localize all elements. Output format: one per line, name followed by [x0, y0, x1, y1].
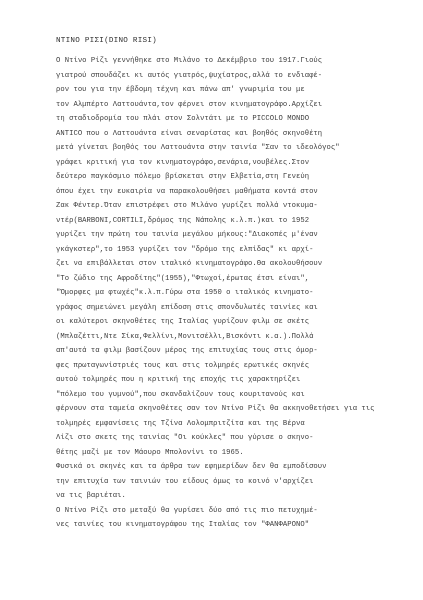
body-text-line: γράφος σημειώνει μεγάλη επίδοση στις σπονδυλωτές ταινίες και: [56, 303, 318, 312]
body-text-line: να τις βαριέται.: [56, 492, 126, 500]
body-text-line: γκάγκστερ",το 1953 γυρίζει τον "δρόμο της ελπίδας" κι αρχί-: [56, 245, 314, 254]
body-text-line: ντέρ(BARBONI,CORTILI,δρόμος της Νάπολης κ.λ.π.)και το 1952: [56, 216, 310, 225]
body-text-line: "πόλεμο του γυμνού",που σκανδαλίζουν τους κουριτανούς και: [56, 390, 305, 399]
body-text-line: μετά γίνεται βοηθός του Λαττουάντα στην ταινία "Σαν το ιδεολόγος": [56, 144, 340, 152]
body-text-line: (Μπλαζέττι,Ντε Σίκα,Φελλίνι,Μονιτσέλλι,Βισκόντι κ.α.).Πολλά: [56, 332, 314, 341]
body-text-line: νες ταινίες του κινηματογράφου της Ιταλίας τον "ΦΑΝΦΑΡΟΝΟ": [56, 521, 310, 529]
body-text-line: δεύτερο παγκόσμιο πόλεμο βρίσκεται στην Ελβετία,στη Γενεύη: [56, 173, 310, 181]
body-text-line: αυτού τολμηρές που η κριτική της εποχής τις χαρακτηρίζει: [56, 376, 301, 384]
body-text-line: οι καλύτεροι σκηνοθέτες της Ιταλίας γυρίζουν φιλμ σε σκέτς: [56, 318, 310, 326]
body-text-line: τη σταδιοδρομία του πλάι στον Σολντάτι με το PICCOLO MONDO: [56, 115, 310, 123]
body-text-line: θέτης μαζί με τον Μάουρο Μπολονίνι το 1965.: [56, 448, 244, 457]
body-text-line: Ο Ντίνο Ρίζι γεννήθηκε στο Μιλάνο το Δεκέμβριο του 1917.Γιούς: [56, 57, 323, 65]
body-text-line: "Το ζώδιο της Αφροδίτης"(1955),"Φτωχοί,έρωτας έτσι είναι",: [56, 274, 310, 283]
body-text-line: ζει να επιβάλλεται στον ιταλικό κινηματογράφο.Θα ακολουθήσουν: [56, 260, 323, 268]
document-title: ΝΤΙΝΟ ΡΙΣΙ(DINO RISI): [56, 37, 157, 45]
body-text-line: Ζακ Φέντερ.Όταν επιστρέφει στο Μιλάνο γυρίζει πολλά ντοκυμα-: [56, 202, 318, 210]
body-text-line: ρον του για την έβδομη τέχνη και πάνω απ' γνωριμία του με: [56, 86, 305, 94]
body-text-line: τολμηρές εμφανίσεις της Τζίνα Λολομπριτζίτα και της Βέρνα: [56, 419, 305, 428]
body-text-line: γυρίζει την πρώτη του ταινία μεγάλου μήκους:"Διακοπές μ'έναν: [56, 231, 318, 239]
body-text-line: την επιτυχία των ταινιών του είδους όμως το κοινό ν'αρχίζει: [56, 477, 314, 486]
body-text-line: όπου έχει την ευκαιρία να παρακολουθήσει μαθήματα κοντά στον: [56, 187, 318, 196]
document-body: [56, 54, 401, 533]
body-text-line: Λίζι στο σκετς της ταινίας "Οι κούκλες" που γύρισε ο σκηνο-: [56, 434, 314, 442]
body-text-line: Φυσικά οι σκηνές και τα άρθρα των εφημερίδων δεν θα εμποδίσουν: [56, 463, 327, 471]
body-text-line: γιατρού σπουδάζει κι αυτός γιατρός,ψυχίατρος,αλλά το ενδιαφέ-: [56, 71, 323, 80]
body-text-line: γράφει κριτική για τον κινηματογράφο,σενάρια,νουβέλες.Στον: [56, 158, 310, 167]
body-text-line: "Όμορφες μα φτωχές"κ.λ.π.Γύρω στα 1950 ο ιταλικός κινηματο-: [56, 289, 314, 297]
body-text-line: Ο Ντίνο Ρίζι στο μεταξύ θα γυρίσει δύο από τις πιο πετυχημέ-: [56, 506, 318, 515]
body-text-line: ANTICO που ο Λαττουάντα είναι σεναρίστας και βοηθός σκηνοθέτη: [56, 129, 323, 138]
body-text-line: τον Αλμπέρτο Λαττουάντα,τον φέρνει στον κινηματογράφο.Αρχίζει: [56, 100, 323, 109]
body-text-line: φέρνουν στα ταμεία σκηνοθέτες σαν τον Ντίνο Ρίζι θα ακκηνοθετήσει για τις: [56, 405, 375, 413]
body-text-line: φες πρωταγωνίστριές τους και στις τολμηρές ερωτικές σκηνές: [56, 361, 310, 370]
body-text-line: απ'αυτά τα φιλμ βασίζουν μέρος της επιτυχίας τους στις όμορ-: [56, 347, 318, 355]
